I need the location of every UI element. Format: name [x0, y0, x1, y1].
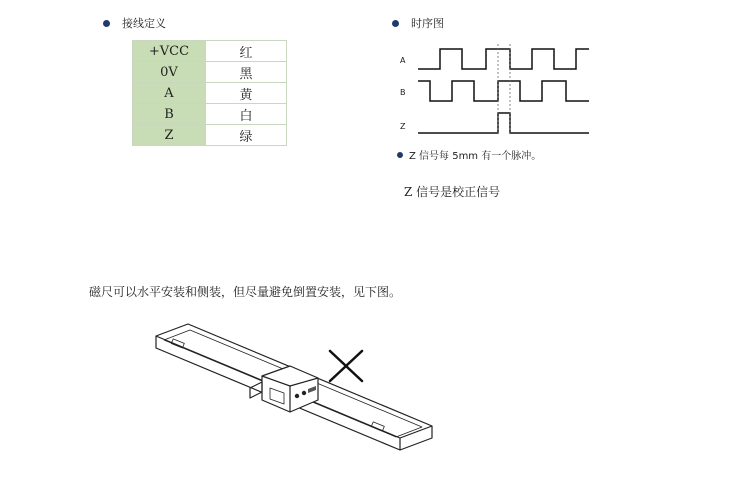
bullet-icon: [392, 20, 399, 27]
table-row: [133, 83, 287, 104]
upside-down-mount-illustration: [150, 318, 440, 453]
wiring-table: [132, 40, 287, 146]
timing-heading: [392, 15, 444, 31]
wire-color-cell: 黑: [206, 62, 287, 83]
bullet-icon: [397, 152, 403, 158]
table-row: [133, 104, 287, 125]
read-head: [250, 366, 318, 412]
table-row: [133, 125, 287, 146]
signal-a-label: A: [400, 56, 406, 65]
wiring-heading-text: 接线定义: [122, 17, 166, 30]
signal-cell: +VCC: [133, 41, 206, 62]
signal-cell: Z: [133, 125, 206, 146]
signal-cell: B: [133, 104, 206, 125]
signal-a-waveform: [418, 49, 589, 69]
wiring-heading: [103, 15, 166, 31]
bullet-icon: [103, 20, 110, 27]
wire-color-cell: 白: [206, 104, 287, 125]
table-row: [133, 62, 287, 83]
table-row: [133, 41, 287, 62]
timing-heading-text: 时序图: [411, 17, 444, 30]
prohibited-cross-icon: [330, 351, 362, 381]
signal-z-waveform: [418, 113, 589, 133]
signal-z-label: Z: [400, 122, 406, 131]
wire-color-cell: 红: [206, 41, 287, 62]
signal-b-label: B: [400, 88, 406, 97]
mounting-text: 磁尺可以水平安装和侧装，但尽量避免倒置安装，见下图。: [89, 285, 402, 299]
z-note-text: Z 信号每 5mm 有一个脉冲。: [409, 151, 542, 162]
signal-cell: 0V: [133, 62, 206, 83]
timing-diagram: [396, 42, 596, 138]
wire-color-cell: 绿: [206, 125, 287, 146]
z-note: [397, 147, 541, 162]
signal-b-waveform: [418, 81, 589, 101]
wire-color-cell: 黄: [206, 83, 287, 104]
z-calibration-text: Z 信号是校正信号: [404, 185, 501, 199]
signal-cell: A: [133, 83, 206, 104]
